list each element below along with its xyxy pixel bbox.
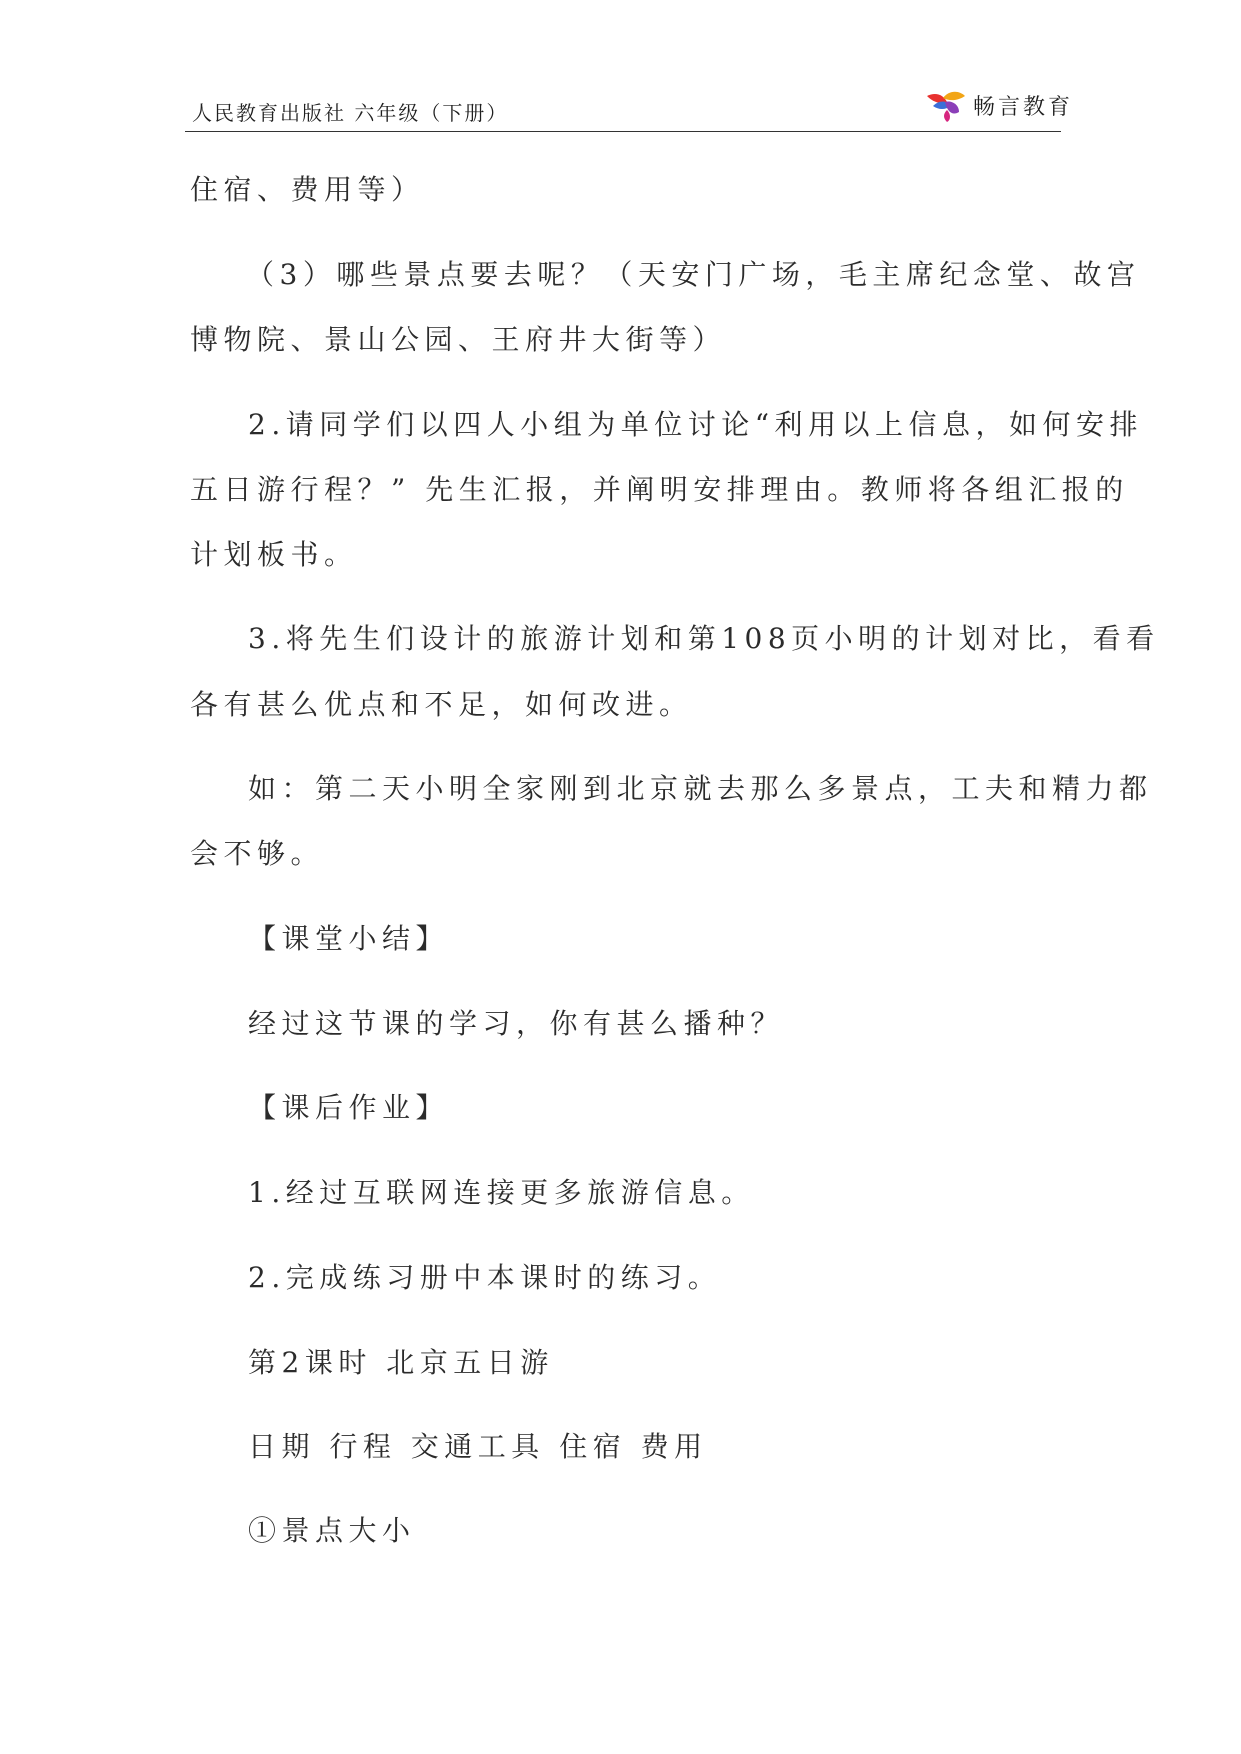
text-line: （3）哪些景点要去呢？（天安门广场，毛主席纪念堂、故宫: [246, 258, 1141, 291]
brand-name: 畅言教育: [973, 94, 1074, 120]
text-line: 1.经过互联网连接更多旅游信息。: [248, 1176, 755, 1209]
text-line: 住宿、费用等）: [190, 173, 425, 206]
text-line: 博物院、景山公园、王府井大街等）: [190, 323, 727, 356]
text-line: ①景点大小: [248, 1514, 416, 1547]
text-line: 2.完成练习册中本课时的练习。: [248, 1261, 722, 1294]
text-line: 五日游行程？” 先生汇报，并阐明安排理由。教师将各组汇报的: [190, 473, 1129, 506]
colorful-bird-icon: [925, 88, 967, 122]
header-divider: [185, 131, 1061, 132]
section-heading-homework: 【课后作业】: [248, 1091, 450, 1124]
brand-logo: [925, 88, 1073, 122]
text-line: 会不够。: [190, 837, 325, 870]
text-line: 各有甚么优点和不足，如何改进。: [190, 688, 693, 721]
text-line: 3.将先生们设计的旅游计划和第108页小明的计划对比，看看: [248, 622, 1160, 655]
lesson-title: 第2课时 北京五日游: [248, 1346, 554, 1379]
text-line: 如：第二天小明全家刚到北京就去那么多景点，工夫和精力都: [248, 772, 1153, 805]
table-header-line: 日期 行程 交通工具 住宿 费用: [248, 1430, 708, 1463]
text-line: 经过这节课的学习，你有甚么播种？: [248, 1007, 785, 1040]
section-heading-summary: 【课堂小结】: [248, 922, 450, 955]
text-line: 2.请同学们以四人小组为单位讨论“利用以上信息，如何安排: [248, 408, 1144, 441]
text-line: 计划板书。: [190, 538, 358, 571]
publisher-label: 人民教育出版社 六年级（下册）: [192, 101, 509, 125]
